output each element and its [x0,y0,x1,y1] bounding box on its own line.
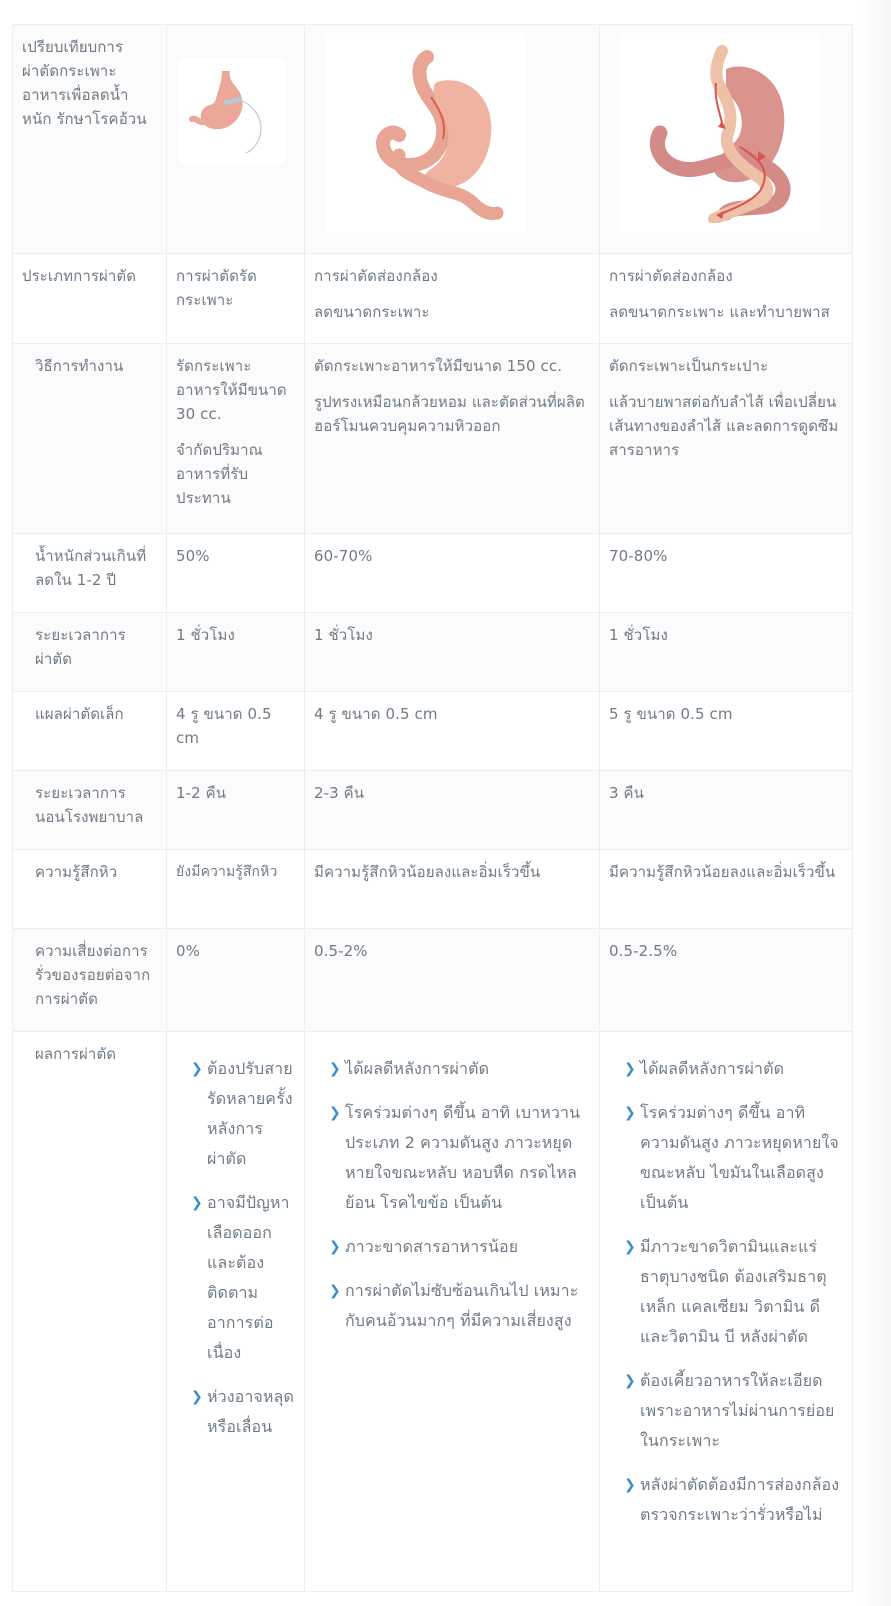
row-surgery-type [13,254,853,344]
cell-type-band: การผ่าตัดรัดกระเพาะ [167,254,305,344]
cell-stay-sleeve: 2-3 คืน [305,771,600,850]
row-label-excess-weight: น้ำหนักส่วนเกินที่ลดใน 1-2 ปี [13,534,167,613]
row-excess-weight [13,534,853,613]
cell-stay-band: 1-2 คืน [167,771,305,850]
list-item: ❯ ต้องปรับสายรัดหลายครั้งหลังการผ่าตัด [191,1054,300,1174]
list-item: ❯ ห่วงอาจหลุดหรือเลื่อน [191,1382,300,1442]
row-hunger [13,850,853,929]
chevron-right-icon: ❯ [329,1283,341,1299]
results-bypass-list [610,1054,843,1530]
cell-type-sleeve [305,254,600,344]
row-incision [13,692,853,771]
bypass-stomach-icon [630,43,810,223]
results-sleeve-list [315,1054,590,1336]
list-item: ❯ มีภาวะขาดวิตามินและแร่ธาตุบางชนิด ต้องเสริมธาตุเหล็ก แคลเซียม วิตามิน ดี และวิตามิน บี หลังผ่าตัด [624,1232,843,1352]
cell-duration-bypass: 1 ชั่วโมง [600,613,853,692]
list-item: ❯ ต้องเคี้ยวอาหารให้ละเอียด เพราะอาหารไม่ผ่านการย่อยในกระเพาะ [624,1366,843,1456]
chevron-right-icon: ❯ [624,1105,636,1121]
cell-leak-band: 0% [167,929,305,1032]
chevron-right-icon: ❯ [624,1061,636,1077]
row-label-results: ผลการผ่าตัด [13,1032,167,1592]
list-item: ❯ ภาวะขาดสารอาหารน้อย [329,1232,590,1262]
method-band-line-1: รัดกระเพาะอาหารให้มีขนาด 30 cc. [176,357,287,423]
row-duration [13,613,853,692]
gastric-band-icon [184,63,280,159]
cell-excess-band: 50% [167,534,305,613]
cell-incision-bypass: 5 รู ขนาด 0.5 cm [600,692,853,771]
row-label-leak: ความเสี่ยงต่อการรั่วของรอยต่อจากการผ่าตัด [13,929,167,1032]
cell-leak-bypass: 0.5-2.5% [600,929,853,1032]
method-bypass-line-2: แล้วบายพาสต่อกับลำไส้ เพื่อเปลี่ยนเส้นทางของลำไส้ และลดการดูดซึมสารอาหาร [609,393,839,459]
gastric-band-illustration [179,58,285,164]
chevron-right-icon: ❯ [329,1105,341,1121]
chevron-right-icon: ❯ [191,1195,203,1211]
gastric-bypass-illustration [620,33,820,233]
cell-method-sleeve [305,344,600,534]
cell-method-band [167,344,305,534]
chevron-right-icon: ❯ [624,1373,636,1389]
cell-incision-sleeve: 4 รู ขนาด 0.5 cm [305,692,600,771]
row-label-incision: แผลผ่าตัดเล็ก [13,692,167,771]
comparison-table [12,24,853,1592]
cell-hunger-band: ยังมีความรู้สึกหิว [167,850,305,929]
cell-excess-bypass: 70-80% [600,534,853,613]
method-sleeve-line-2: รูปทรงเหมือนกล้วยหอม และตัดส่วนที่ผลิตฮอร์โมนควบคุมความหิวออก [314,393,585,435]
corner-label: เปรียบเทียบการผ่าตัดกระเพาะอาหารเพื่อลดน้ำหนัก รักษาโรคอ้วน [13,25,167,254]
results-band-list [177,1054,300,1442]
list-item: ❯ โรคร่วมต่างๆ ดีขึ้น อาทิ ความดันสูง ภาวะหยุดหายใจขณะหลับ ไขมันในเลือดสูง เป็นต้น [624,1098,843,1218]
chevron-right-icon: ❯ [329,1061,341,1077]
cell-excess-sleeve: 60-70% [305,534,600,613]
type-bypass-line-2: ลดขนาดกระเพาะ และทำบายพาส [609,303,830,321]
method-band-line-2: จำกัดปริมาณอาหารที่รับประทาน [176,441,263,507]
row-hospital-stay [13,771,853,850]
row-label-duration: ระยะเวลาการผ่าตัด [13,613,167,692]
chevron-right-icon: ❯ [329,1239,341,1255]
row-label-method: วิธีการทำงาน [13,344,167,534]
chevron-right-icon: ❯ [624,1239,636,1255]
row-label-hunger: ความรู้สึกหิว [13,850,167,929]
type-bypass-line-1: การผ่าตัดส่องกล้อง [609,267,733,285]
bypass-image-cell [600,25,853,254]
list-item: ❯ ได้ผลดีหลังการผ่าตัด [624,1054,843,1084]
cell-results-sleeve [305,1032,600,1592]
row-method [13,344,853,534]
list-item: ❯ โรคร่วมต่างๆ ดีขึ้น อาทิ เบาหวานประเภท 2 ความดันสูง ภาวะหยุดหายใจขณะหลับ หอบหืด กรดไหลย้อน โรคไขข้อ เป็นต้น [329,1098,590,1218]
cell-results-band [167,1032,305,1592]
cell-stay-bypass: 3 คืน [600,771,853,850]
type-sleeve-line-2: ลดขนาดกระเพาะ [314,303,430,321]
cell-method-bypass [600,344,853,534]
cell-duration-sleeve: 1 ชั่วโมง [305,613,600,692]
row-label-type: ประเภทการผ่าตัด [13,254,167,344]
list-item: ❯ การผ่าตัดไม่ซับซ้อนเกินไป เหมาะกับคนอ้วนมากๆ ที่มีความเสี่ยงสูง [329,1276,590,1336]
row-results [13,1032,853,1592]
method-bypass-line-1: ตัดกระเพาะเป็นกระเปาะ [609,357,769,375]
chevron-right-icon: ❯ [624,1477,636,1493]
method-sleeve-line-1: ตัดกระเพาะอาหารให้มีขนาด 150 cc. [314,357,563,375]
sleeve-stomach-icon [335,43,515,223]
row-leak-risk [13,929,853,1032]
page-edge-shadow [861,0,891,1606]
list-item: ❯ อาจมีปัญหาเลือดออกและต้องติดตามอาการต่อเนื่อง [191,1188,300,1368]
cell-hunger-bypass: มีความรู้สึกหิวน้อยลงและอิ่มเร็วขึ้น [600,850,853,929]
row-label-stay: ระยะเวลาการนอนโรงพยาบาล [13,771,167,850]
cell-type-bypass [600,254,853,344]
chevron-right-icon: ❯ [191,1061,203,1077]
type-sleeve-line-1: การผ่าตัดส่องกล้อง [314,267,438,285]
cell-duration-band: 1 ชั่วโมง [167,613,305,692]
header-row [13,25,853,254]
cell-hunger-sleeve: มีความรู้สึกหิวน้อยลงและอิ่มเร็วขึ้น [305,850,600,929]
cell-incision-band: 4 รู ขนาด 0.5 cm [167,692,305,771]
sleeve-image-cell [305,25,600,254]
list-item: ❯ หลังผ่าตัดต้องมีการส่องกล้องตรวจกระเพาะว่ารั่วหรือไม่ [624,1470,843,1530]
list-item: ❯ ได้ผลดีหลังการผ่าตัด [329,1054,590,1084]
sleeve-gastrectomy-illustration [325,33,525,233]
cell-leak-sleeve: 0.5-2% [305,929,600,1032]
cell-results-bypass [600,1032,853,1592]
band-image-cell [167,25,305,254]
chevron-right-icon: ❯ [191,1389,203,1405]
